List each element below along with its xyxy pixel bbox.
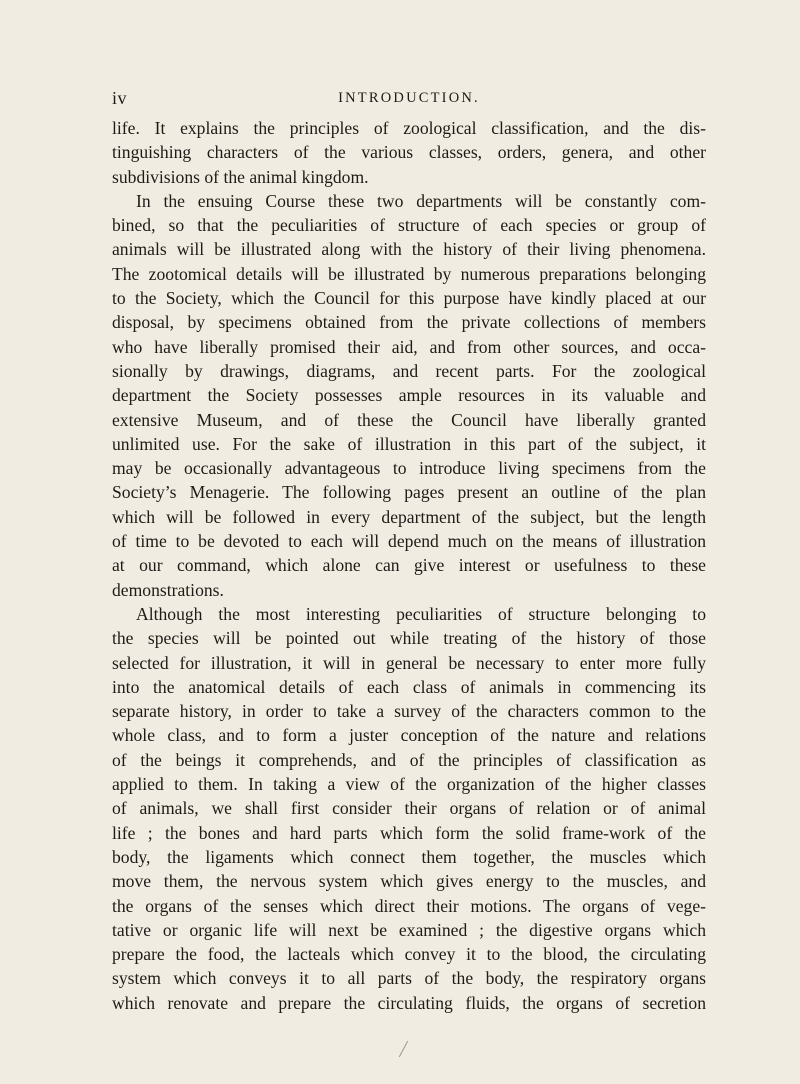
text-line: prepare the food, the lacteals which convey it to the blood, the circulating bbox=[112, 944, 706, 965]
text-line: bined, so that the peculiarities of structure of each species or group of bbox=[112, 215, 706, 236]
text-line: extensive Museum, and of these the Council have liberally granted bbox=[112, 409, 706, 430]
text-line: may be occasionally advantageous to introduce living specimens from the bbox=[112, 458, 706, 479]
text-line: to the Society, which the Council for this purpose have kindly placed at our bbox=[112, 288, 706, 309]
text-line: who have liberally promised their aid, and from other sources, and occa- bbox=[112, 336, 706, 357]
text-line: life. It explains the principles of zoological classification, and the dis- bbox=[112, 118, 706, 138]
text-line: tinguishing characters of the various classes, orders, genera, and other bbox=[112, 142, 706, 163]
text-line: life ; the bones and hard parts which form the solid frame-work of the bbox=[112, 822, 706, 843]
text-line: disposal, by specimens obtained from the private collections of members bbox=[112, 312, 706, 333]
text-line: The zootomical details will be illustrated by numerous preparations belonging bbox=[112, 263, 706, 284]
text-line: which renovate and prepare the circulating fluids, the organs of secretion bbox=[112, 992, 706, 1013]
text-line: department the Society possesses ample resources in its valuable and bbox=[112, 385, 706, 406]
text-line: Although the most interesting peculiarities of structure belonging to bbox=[136, 603, 706, 624]
text-line: applied to them. In taking a view of the organization of the higher classes bbox=[112, 774, 706, 795]
text-line: In the ensuing Course these two departments will be constantly com- bbox=[136, 190, 706, 211]
text-line: separate history, in order to take a survey of the characters common to the bbox=[112, 701, 706, 722]
text-line: of time to be devoted to each will depend much on the means of illustration bbox=[112, 531, 706, 552]
text-line: unlimited use. For the sake of illustration in this part of the subject, it bbox=[112, 433, 706, 454]
text-line: demonstrations. bbox=[112, 579, 224, 600]
body-text bbox=[112, 116, 706, 1015]
text-line: at our command, which alone can give interest or usefulness to these bbox=[112, 555, 706, 576]
text-line: subdivisions of the animal kingdom. bbox=[112, 166, 369, 187]
text-line: of animals, we shall first consider their organs of relation or of animal bbox=[112, 798, 706, 819]
text-line: animals will be illustrated along with the history of their living phenomena. bbox=[112, 239, 706, 260]
text-line: move them, the nervous system which gives energy to the muscles, and bbox=[112, 871, 706, 892]
text-line: body, the ligaments which connect them together, the muscles which bbox=[112, 846, 706, 867]
text-line: whole class, and to form a juster conception of the nature and relations bbox=[112, 725, 706, 746]
text-line: system which conveys it to all parts of the body, the respiratory organs bbox=[112, 968, 706, 989]
text-line: into the anatomical details of each class of animals in commencing its bbox=[112, 676, 706, 697]
stray-pen-mark bbox=[399, 1041, 408, 1057]
text-line: the organs of the senses which direct their motions. The organs of vege- bbox=[112, 895, 706, 916]
running-head bbox=[112, 88, 706, 112]
running-title: INTRODUCTION. bbox=[338, 90, 480, 106]
page-number: iv bbox=[112, 88, 128, 108]
text-line: the species will be pointed out while treating of the history of those bbox=[112, 628, 706, 649]
text-line: of the beings it comprehends, and of the principles of classification as bbox=[112, 749, 706, 770]
text-line: selected for illustration, it will in general be necessary to enter more fully bbox=[112, 652, 706, 673]
text-line: which will be followed in every department of the subject, but the length bbox=[112, 506, 706, 527]
text-line: tative or organic life will next be examined ; the digestive organs which bbox=[112, 919, 706, 940]
text-line: sionally by drawings, diagrams, and recent parts. For the zoological bbox=[112, 360, 706, 381]
text-line: Society’s Menagerie. The following pages present an outline of the plan bbox=[112, 482, 706, 503]
